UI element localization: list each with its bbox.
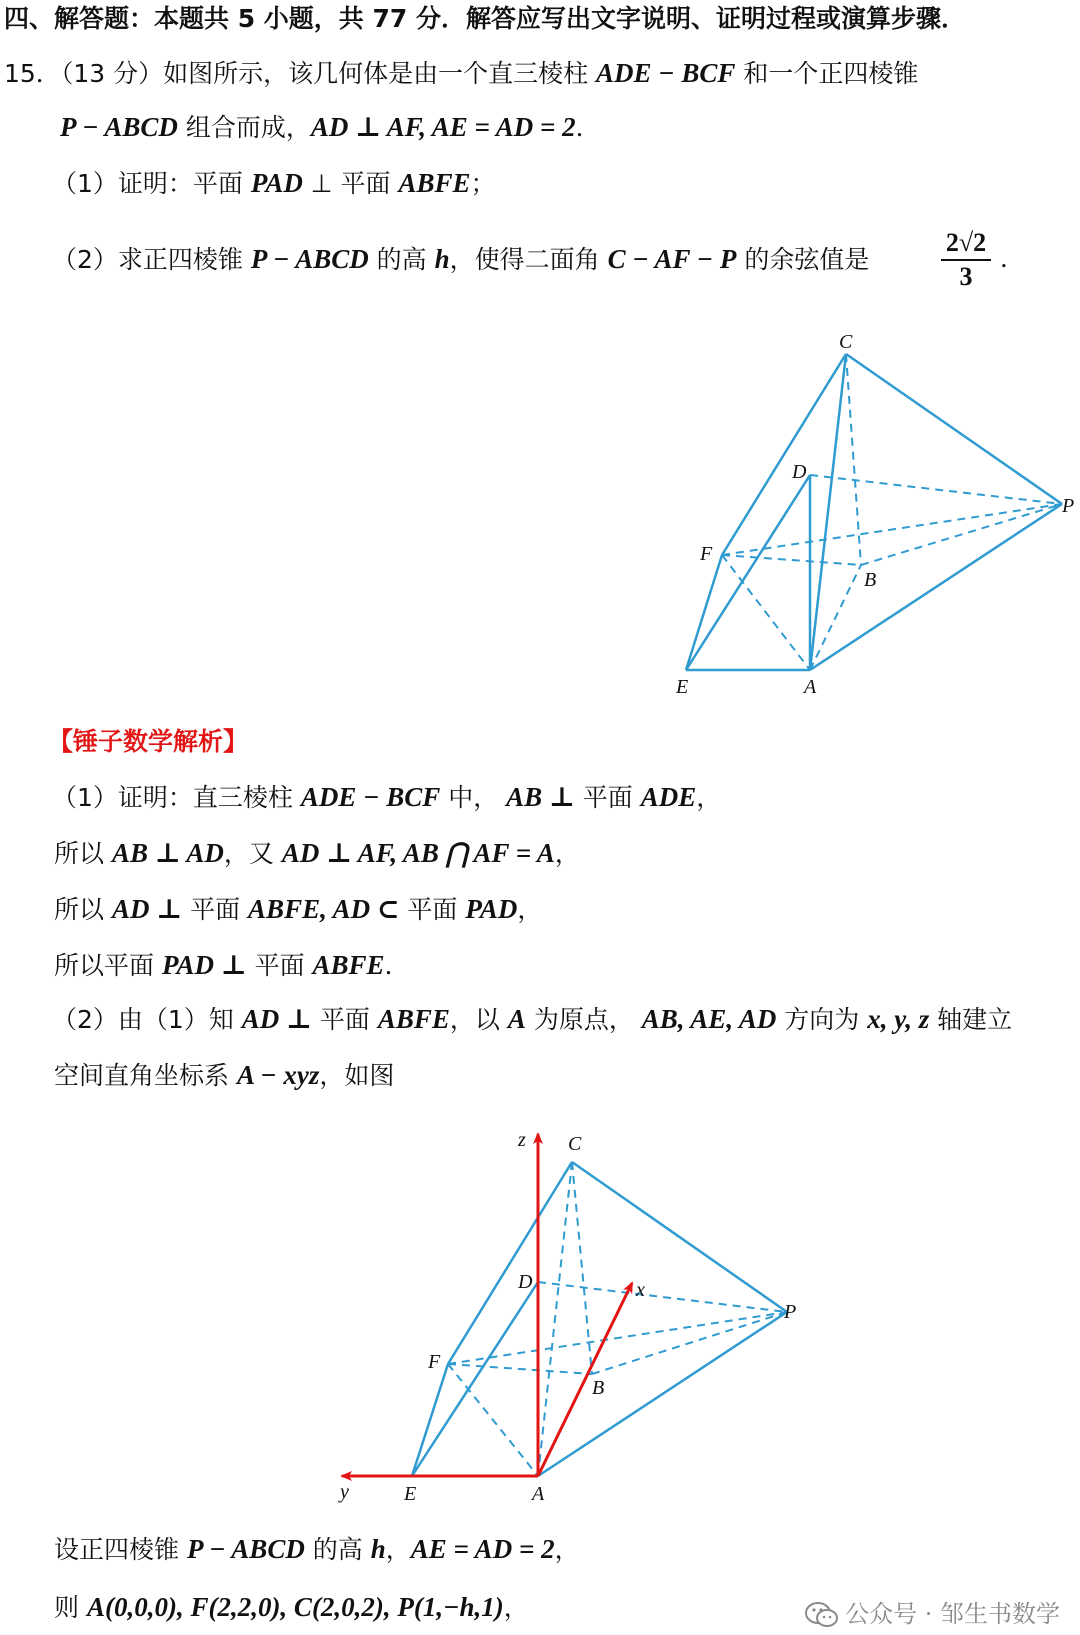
fig1-label-D: D bbox=[792, 461, 807, 483]
solution-line-4: 所以平面 PAD ⊥ 平面 ABFE． bbox=[54, 950, 410, 980]
fig2-label-P: P bbox=[784, 1301, 797, 1323]
solution-line-2: 所以 AB ⊥ AD，又 AD ⊥ AF, AB ⋂ AF = A， bbox=[54, 838, 580, 868]
fig2-label-B: B bbox=[592, 1377, 605, 1399]
fraction-numerator: 2√2 bbox=[945, 228, 987, 257]
figure-2-coordinate-solid bbox=[0, 1120, 1080, 1520]
fig1-label-E: E bbox=[676, 676, 689, 698]
fig1-label-C: C bbox=[839, 331, 853, 353]
coordinate-axes bbox=[342, 1134, 632, 1476]
fig2-label-C: C bbox=[568, 1133, 582, 1155]
fig1-label-P: P bbox=[1062, 495, 1075, 517]
solution-line-1: （1）证明：直三棱柱 ADE − BCF 中， AB ⊥ 平面 ADE， bbox=[52, 782, 722, 812]
fig2-axis-x: x bbox=[636, 1279, 645, 1301]
solution-line-7: 设正四棱锥 P − ABCD 的高 h，AE = AD = 2， bbox=[54, 1534, 580, 1564]
fig1-label-B: B bbox=[864, 569, 877, 591]
fig2-label-D: D bbox=[518, 1271, 533, 1293]
fig2-axis-z: z bbox=[518, 1129, 526, 1151]
wechat-icon bbox=[805, 1601, 839, 1629]
solution-line-8: 则 A(0,0,0), F(2,2,0), C(2,0,2), P(1,−h,1)， bbox=[54, 1592, 529, 1622]
fig2-label-A: A bbox=[532, 1483, 545, 1505]
section-header: 四、解答题：本题共 5 小题，共 77 分．解答应写出文字说明、证明过程或演算步骤． bbox=[4, 4, 967, 33]
fig1-label-F: F bbox=[700, 543, 713, 565]
fig2-axis-y: y bbox=[340, 1481, 349, 1503]
problem-number: 15． bbox=[4, 59, 61, 88]
fig2-label-F: F bbox=[428, 1351, 441, 1373]
watermark-text: 公众号 · 邹生书数学 bbox=[845, 1600, 1060, 1628]
x-axis-arrow bbox=[538, 1283, 632, 1476]
problem-line-2: P − ABCD 组合而成，AD ⊥ AF, AE = AD = 2． bbox=[60, 112, 601, 142]
solution-line-5: （2）由（1）知 AD ⊥ 平面 ABFE，以 A 为原点， AB, AE, AD 方向为 x, y, z 轴建立 bbox=[52, 1004, 1013, 1034]
figure-2-hidden-edges bbox=[448, 1162, 787, 1476]
watermark bbox=[805, 1594, 1060, 1629]
solution-title: 【锤子数学解析】 bbox=[48, 727, 249, 756]
fig1-label-A: A bbox=[804, 676, 817, 698]
figure-2-solid-edges bbox=[412, 1162, 787, 1476]
problem-part-1: （1）证明：平面 PAD ⊥ 平面 ABFE； bbox=[52, 168, 496, 198]
fig2-label-E: E bbox=[404, 1483, 417, 1505]
solution-line-3: 所以 AD ⊥ 平面 ABFE, AD ⊂ 平面 PAD， bbox=[54, 894, 543, 924]
problem-line-1: 15．（13 分）如图所示，该几何体是由一个直三棱柱 ADE − BCF 和一个正四棱锥 bbox=[4, 58, 919, 88]
problem-part-2: （2）求正四棱锥 P − ABCD 的高 h，使得二面角 C − AF − P 的余弦值是 bbox=[52, 244, 870, 274]
fraction-denominator: 3 bbox=[959, 262, 973, 291]
figure-1-solid bbox=[0, 0, 1080, 700]
solution-line-6: 空间直角坐标系 A − xyz，如图 bbox=[54, 1060, 395, 1090]
part-2-period: ． bbox=[1000, 244, 1026, 273]
figure-1-hidden-edges bbox=[722, 354, 1062, 670]
